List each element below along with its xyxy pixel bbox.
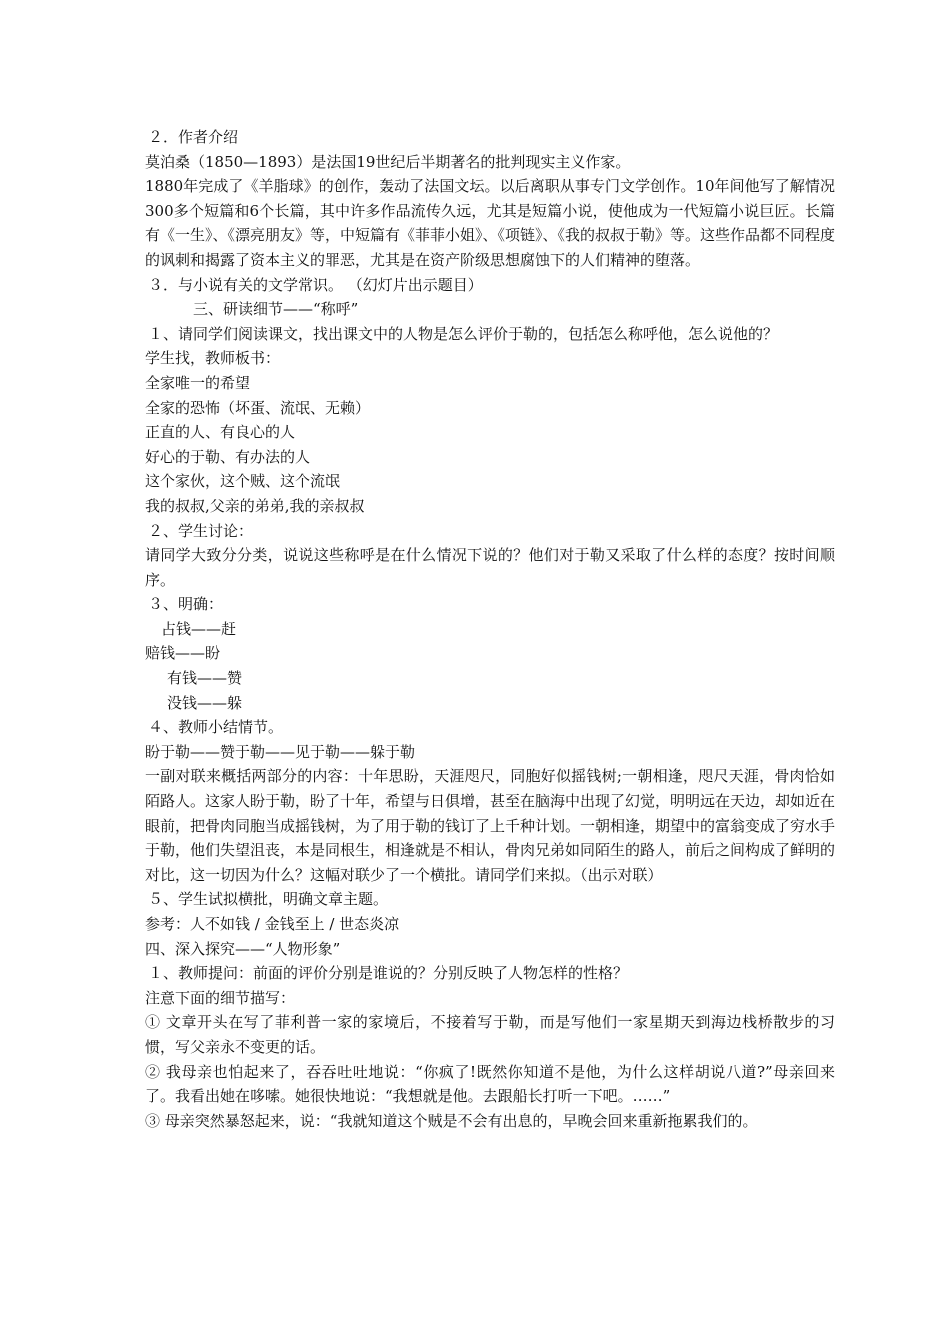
appellation-item: 全家的恐怖（坏蛋、流氓、无赖）: [145, 398, 371, 417]
section-heading-study-details: 三、研读细节——“称呼”: [193, 300, 359, 319]
reference-line: 参考：人不如钱 / 金钱至上 / 世态炎凉: [145, 915, 400, 933]
section-heading-literary-knowledge: ３．与小说有关的文学常识。 （幻灯片出示题目）: [148, 275, 483, 294]
couplet-paragraph: 一副对联来概括两部分的内容：十年思盼，天涯咫尺，同胞好似摇钱树;一朝相逢，咫尺天涯，骨肉恰如陌路人。这家人盼于勒，盼了十年，希望与日俱增，甚至在脑海中出现了幻觉，明明远在天边，却如近在眼前，把骨肉同胞当成摇钱树，为了用于勒的钱订了上千种计划。一朝相逢，期望中的富翁变成了穷水手于勒，他们失望沮丧，本是同根生，相逢就是不相认，骨肉兄弟如同陌生的路人，前后之间构成了鲜明的对比，这一切因为什么？这幅对联少了一个横批。请同学们来拟。（出示对联）: [145, 767, 836, 884]
detail-item-3: ③ 母亲突然暴怒起来，说：“我就知道这个贼是不会有出息的，早晚会回来重新拖累我们的。: [145, 1111, 758, 1130]
section-heading-discussion: ２、学生讨论：: [148, 521, 254, 540]
clarify-item: 有钱——赞: [167, 669, 243, 688]
plot-summary-line: 盼于勒——赞于勒——见于勒——躲于勒: [145, 742, 416, 761]
section-heading-author: ２．作者介绍: [148, 128, 239, 146]
author-intro-paragraph: 莫泊桑（1850—1893）是法国19世纪后半期著名的批判现实主义作家。: [145, 152, 631, 171]
section-heading-summary: ４、教师小结情节。: [148, 718, 284, 737]
section-heading-characters: 四、深入探究——“人物形象”: [145, 939, 341, 958]
section-heading-clarify: ３、明确：: [148, 595, 224, 614]
board-note-line: 学生找，教师板书：: [145, 349, 281, 368]
clarify-item: 没钱——躲: [167, 693, 243, 712]
section-heading-banner: ５、学生试拟横批，明确文章主题。: [148, 890, 389, 909]
question-paragraph: １、请同学们阅读课文，找出课文中的人物是怎么评价于勒的，包括怎么称呼他，怎么说他的？: [148, 324, 779, 343]
clarify-item: 占钱——赶: [161, 619, 237, 638]
detail-note-line: 注意下面的细节描写：: [145, 988, 296, 1007]
detail-item-2: ② 我母亲也怕起来了，吞吞吐吐地说：“你疯了!既然你知道不是他，为什么这样胡说八道?”母亲回来了。我看出她在哆嗦。她很快地说：“我想就是他。去跟船长打听一下吧。……”: [145, 1062, 835, 1106]
appellation-item: 好心的于勒、有办法的人: [145, 447, 311, 466]
teacher-question-line: １、教师提问：前面的评价分别是谁说的？分别反映了人物怎样的性格？: [148, 964, 629, 983]
author-works-paragraph: 1880年完成了《羊脂球》的创作，轰动了法国文坛。以后离职从事专门文学创作。10年间他写了解情况300多个短篇和6个长篇，其中许多作品流传久远，尤其是短篇小说，使他成为一代短篇小说巨匠。长篇有《一生》、《漂亮朋友》等，中短篇有《菲菲小姐》、《项链》、《我的叔叔于勒》等。这些作品都不同程度的讽刺和揭露了资本主义的罪恶，尤其是在资产阶级思想腐蚀下的人们精神的堕落。: [145, 177, 836, 269]
appellation-item: 我的叔叔,父亲的弟弟,我的亲叔叔: [145, 496, 365, 515]
appellation-item: 全家唯一的希望: [145, 373, 251, 392]
detail-item-1: ① 文章开头在写了菲利普一家的家境后，不接着写于勒，而是写他们一家星期天到海边栈桥散步的习惯，写父亲永不变更的话。: [145, 1013, 835, 1056]
discussion-paragraph: 请同学大致分分类，说说这些称呼是在什么情况下说的？他们对于勒又采取了什么样的态度？按时间顺序。: [145, 546, 835, 589]
appellation-item: 正直的人、有良心的人: [145, 423, 296, 442]
document-page: [145, 125, 835, 1133]
appellation-item: 这个家伙，这个贼、这个流氓: [145, 472, 341, 491]
clarify-item: 赔钱——盼: [145, 644, 221, 663]
